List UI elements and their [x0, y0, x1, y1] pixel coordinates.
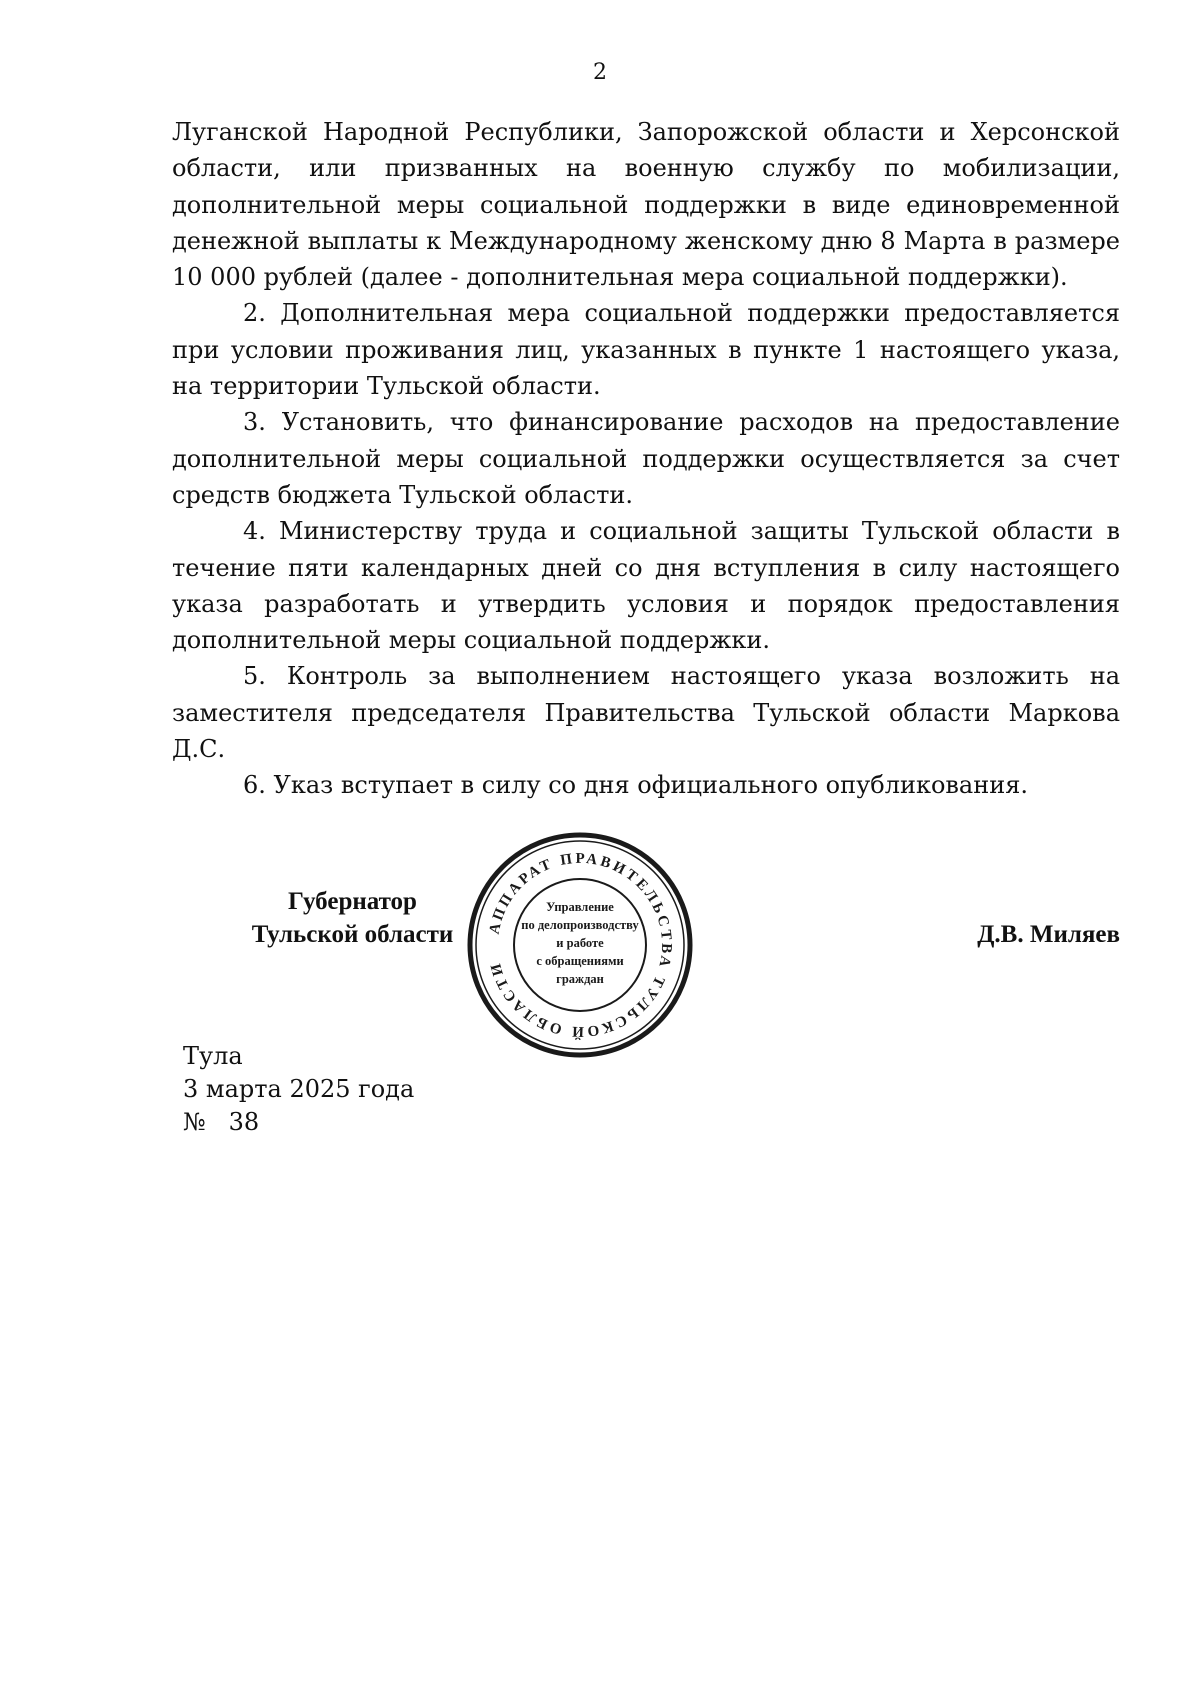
decree-date: 3 марта 2025 года — [183, 1075, 415, 1103]
signatory-position — [210, 885, 495, 951]
paragraph-3: 3. Установить, что финансирование расходов на предоставление дополнительной меры социальной поддержки осуществляется за счет средств бюджета Тульской области. — [172, 408, 1120, 509]
seal-inner-line-1: Управление — [546, 900, 614, 914]
place-date-number — [183, 1040, 414, 1139]
seal-outer-text: АППАРАТ ПРАВИТЕЛЬСТВА ТУЛЬСКОЙ ОБЛАСТИ — [486, 850, 675, 1040]
position-line-2: Тульской области — [251, 921, 454, 948]
decree-number-line — [183, 1106, 414, 1139]
paragraph-continuation: Луганской Народной Республики, Запорожской области и Херсонской области, или призванных на военную службу по мобилизации, дополнительной меры социальной поддержки в виде единовременной денежной выплаты к Международному женскому дню 8 Марта в размере 10 000 рублей (далее - дополнительная мера социальной поддержки). — [172, 118, 1120, 292]
number-label: № — [183, 1108, 206, 1136]
paragraph-4: 4. Министерству труда и социальной защиты Тульской области в течение пяти календарных дней со дня вступления в силу настоящего указа разработать и утвердить условия и порядок предоставления дополнительной меры социальной поддержки. — [172, 517, 1120, 655]
seal-inner-line-4: с обращениями — [536, 954, 624, 968]
seal-inner-line-3: и работе — [556, 936, 604, 950]
city: Тула — [183, 1042, 243, 1070]
official-seal — [465, 830, 695, 1060]
decree-body — [172, 114, 1120, 804]
signatory-name: Д.В. Миляев — [977, 921, 1120, 948]
number-value: 38 — [228, 1108, 260, 1136]
seal-inner-line-5: граждан — [556, 972, 604, 986]
paragraph-6: 6. Указ вступает в силу со дня официального опубликования. — [243, 771, 1028, 800]
page-number: 2 — [593, 60, 607, 85]
paragraph-2: 2. Дополнительная мера социальной поддержки предоставляется при условии проживания лиц, указанных в пункте 1 настоящего указа, на территории Тульской области. — [172, 299, 1120, 401]
seal-inner-line-2: по делопроизводству — [521, 918, 639, 932]
position-line-1: Губернатор — [288, 888, 417, 915]
paragraph-5: 5. Контроль за выполнением настоящего указа возложить на заместителя председателя Правительства Тульской области Маркова Д.С. — [172, 662, 1120, 764]
